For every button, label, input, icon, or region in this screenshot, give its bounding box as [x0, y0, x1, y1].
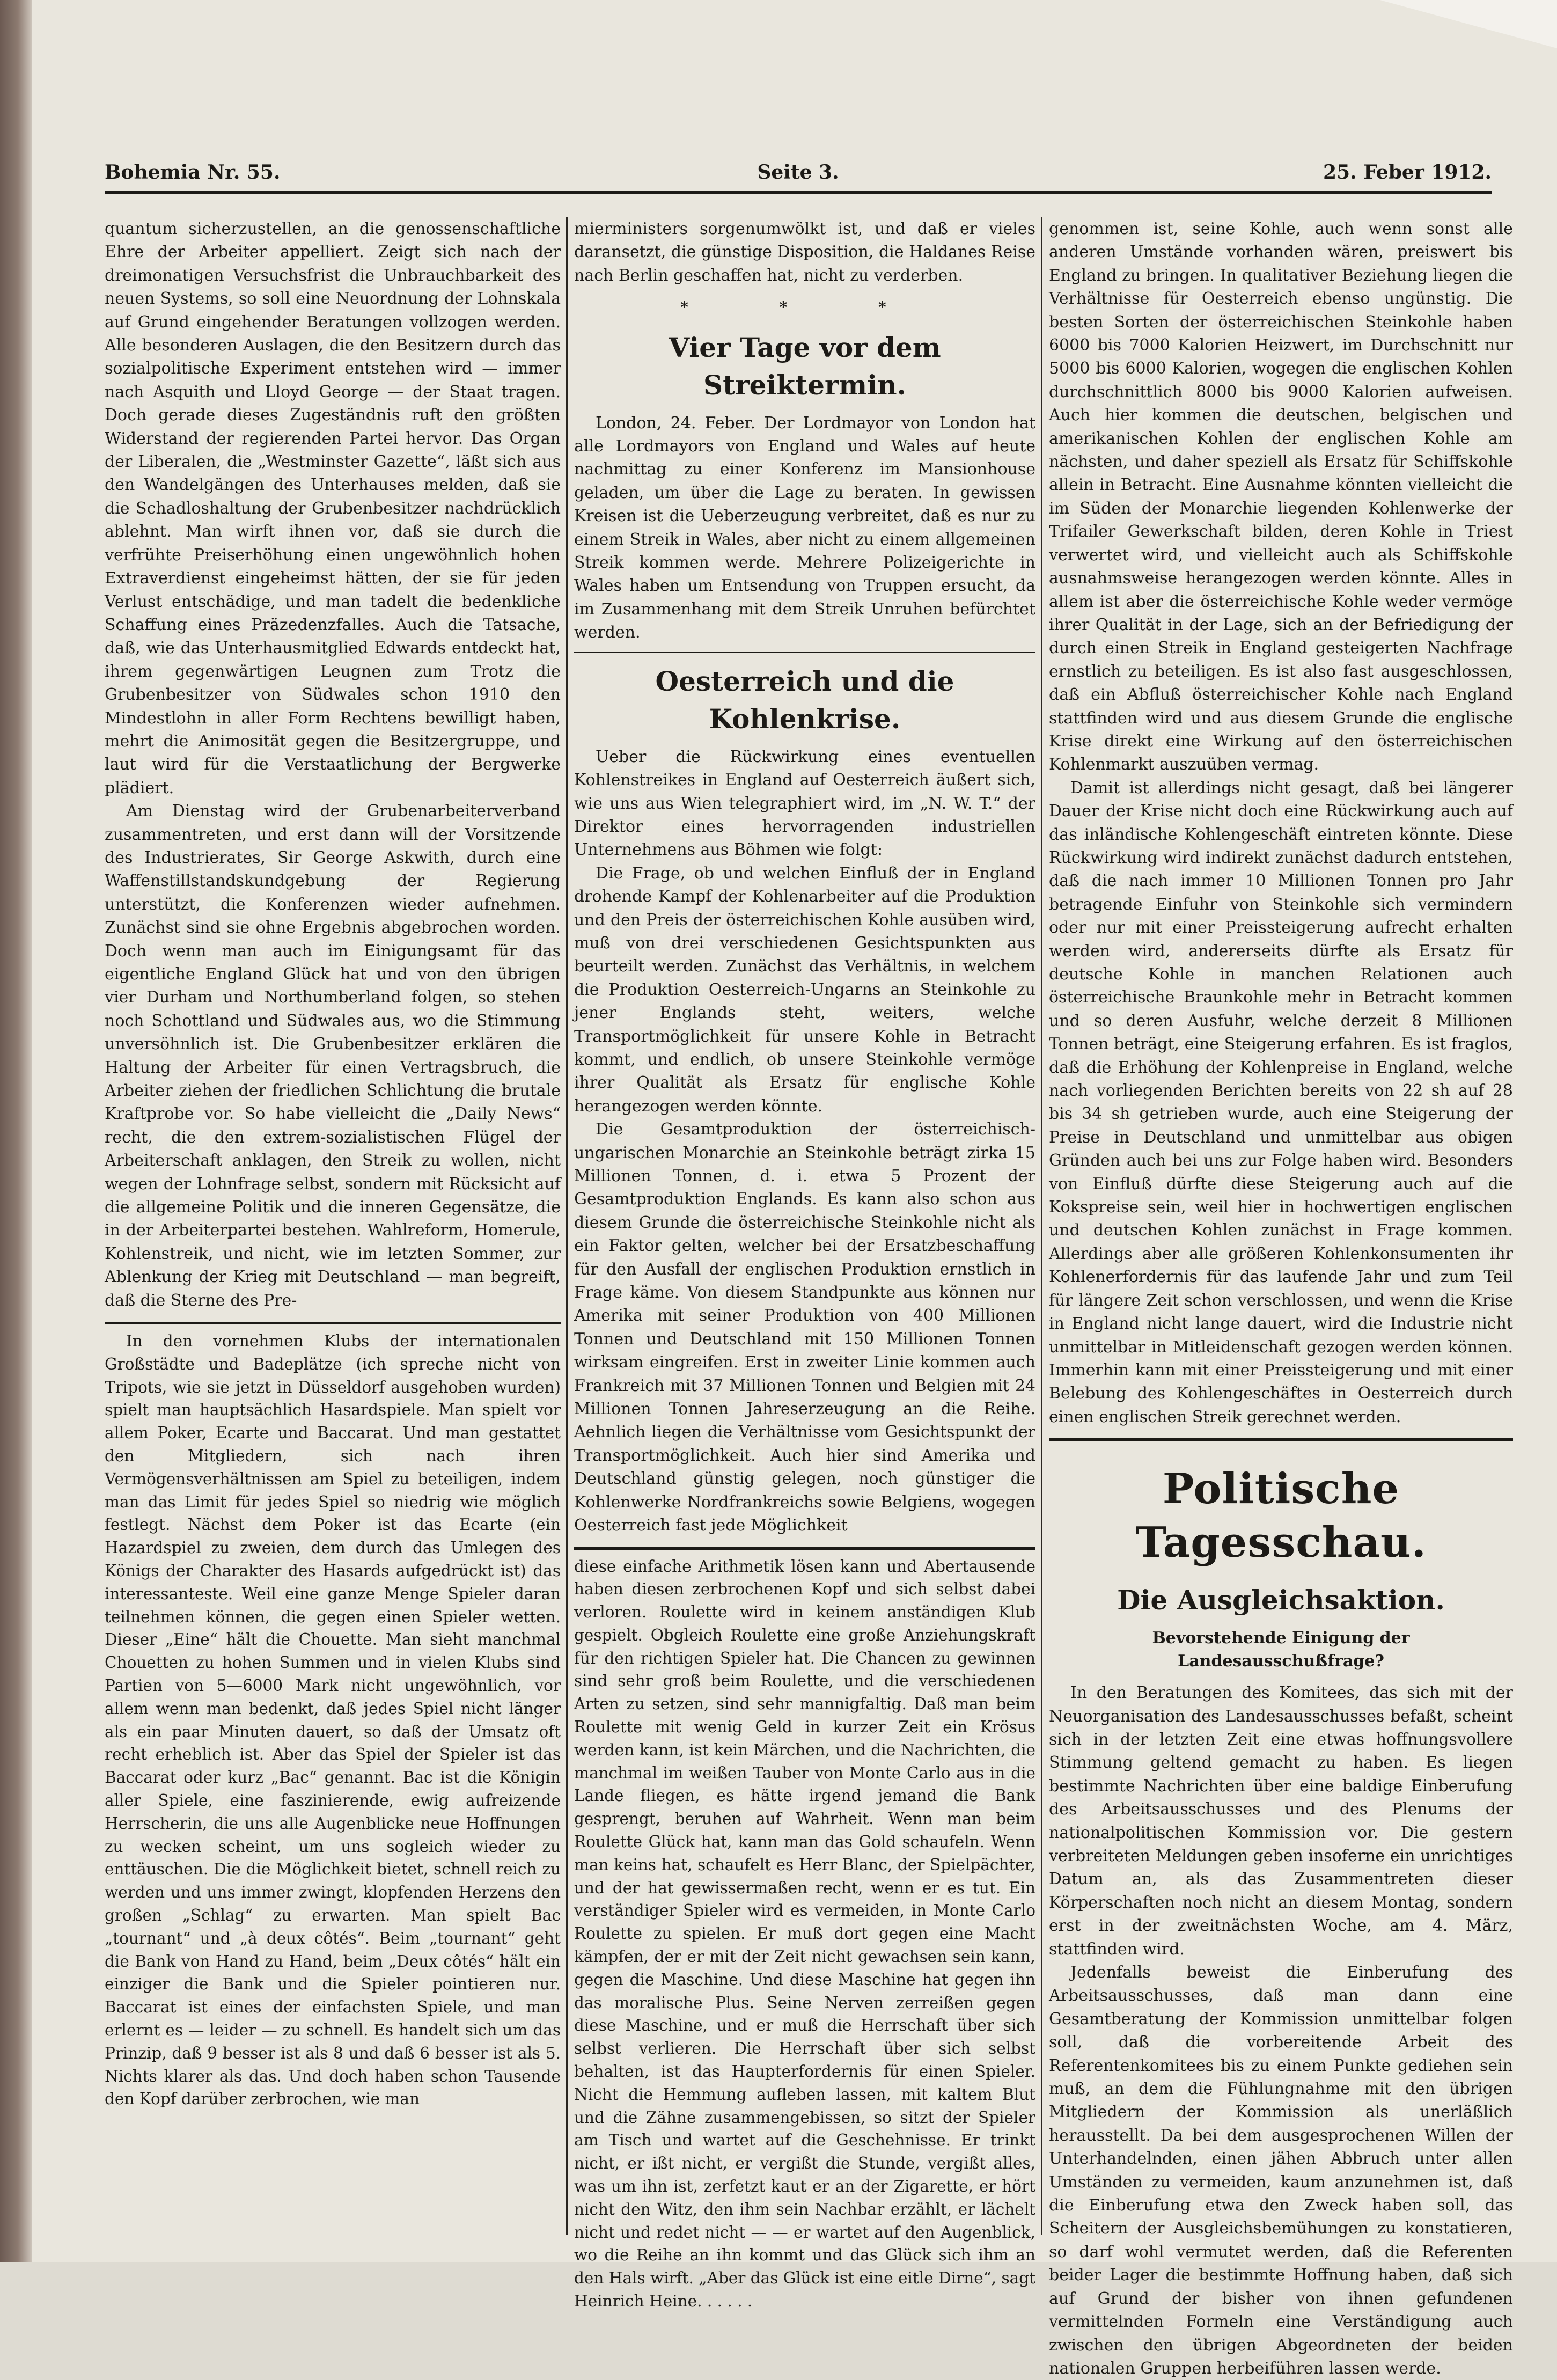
page-corner-fold: [1380, 0, 1557, 48]
issue-date: 25. Feber 1912.: [1323, 161, 1492, 184]
feuilleton-rule: [105, 1322, 561, 1324]
article-subheadline: Bevorstehende Einigung der Landesausschußfrage?: [1152, 1629, 1410, 1671]
article-paragraph: quantum sicherzustellen, an die genossenschaftliche Ehre der Arbeiter appelliert. Zeigt sich nach der dreimonatigen Versuchsfrist die Unbrauchbarkeit des neuen Systems, so soll eine Neuordnung der Lohnskala auf Grund eingehender Beratungen vollzogen werden. Alle besonderen Auslagen, die den Besitzern durch das sozialpolitische Experiment entstehen wird — immer nach Asquith und Lloyd George — der Staat tragen. Doch gerade dieses Zugeständnis ruft den größten Widerstand der regierenden Partei hervor. Das Organ der Liberalen, die „Westminster Gazette“, läßt sich aus den Wandelgängen des Unterhauses melden, daß sie die Schadloshaltung der Grubenbesitzer nachdrücklich ablehnt. Man wirft ihnen vor, daß sie durch die verfrühte Preiserhöhung einen ungewöhnlich hohen Extraverdienst eingeheimst hätten, der sie für jeden Verlust entschädige, und man tadelt die bedenkliche Schaffung eines Präzedenzfalles. Auch die Tatsache, daß, wie das Unterhausmitglied Edwards entdeckt hat, ihrem gegenwärtigen Leugnen zum Trotz die Grubenbesitzer von Südwales schon 1910 den Mindestlohn in aller Form Rechtens bewilligt haben, mehrt die Animosität gegen die Besitzergruppe, und laut wird für die Verstaatlichung der Bergwerke plädiert.: [105, 219, 561, 797]
binding-edge: [0, 0, 32, 2262]
column-left: [105, 217, 561, 2235]
section-title: Politische Tagesschau.: [1135, 1464, 1427, 1568]
article-paragraph: London, 24. Feber. Der Lordmayor von London hat alle Lordmayors von England und Wales auf heute nachmittag zu einer Konferenz im Mansionhouse geladen, um über die Lage zu beraten. In gewissen Kreisen ist die Ueberzeugung verbreitet, daß es nur zu einem Streik in Wales, aber nicht zu einem allgemeinen Streik kommen werde. Mehrere Polizeigerichte in Wales haben um Entsendung von Truppen ersucht, da im Zusammenhang mit dem Streik Unruhen befürchtet werden.: [574, 413, 1035, 642]
article-rule: [574, 652, 1035, 653]
feuilleton-paragraph: diese einfache Arithmetik lösen kann und Abertausende haben diesen zerbrochenen Kopf und sich selbst dabei verloren. Roulette wird in keinem anständigen Klub gespielt. Obgleich Roulette eine große Anziehungskraft für den richtigen Spieler hat. Die Chancen zu gewinnen sind sehr groß beim Roulette, und die verschiedenen Arten zu setzen, sind sehr mannigfaltig. Daß man beim Roulette mit wenig Geld in kurzer Zeit ein Krösus werden kann, ist kein Märchen, und die Nachrichten, die manchmal im weißen Tauber von Monte Carlo aus in die Lande fliegen, es hätte irgend jemand die Bank gesprengt, beruhen auf Wahrheit. Wenn man beim Roulette Glück hat, kann man das Gold schaufeln. Wenn man keins hat, schaufelt es Herr Blanc, der Spielpächter, und der hat gewissermaßen recht, wenn er es tut. Ein verständiger Spieler wird es vermeiden, in Monte Carlo Roulette zu spielen. Er muß dort gegen eine Macht kämpfen, der er mit der Zeit nicht gewachsen sein kann, gegen die Maschine. Und diese Maschine hat gegen ihn das moralische Plus. Seine Nerven zerreißen gegen diese Maschine, und er muß die Herrschaft über sich selbst verlieren. Die Herrschaft über sich selbst behalten, ist das Haupterfordernis für einen Spieler. Nicht die Hemmung aufleben lassen, mit kaltem Blut und die Zähne zusammengebissen, so sitzt der Spieler am Tisch und wartet auf die Geschehnisse. Er trinkt nicht, er ißt nicht, er vergißt die Stunde, vergißt alles, was um ihn ist, zerfetzt kaut er an der Zigarette, er hört nicht den Witz, den ihm sein Nachbar erzählt, er lächelt nicht und redet nicht — — er wartet auf den Augenblick, wo die Reihe an ihn kommt und das Glück sich ihm an den Hals wirft. „Aber das Glück ist eine eitle Dirne“, sagt Heinrich Heine. . . . . .: [574, 1557, 1035, 2310]
feuilleton-rule: [574, 1547, 1035, 1550]
column-right: [1049, 217, 1513, 2378]
article-paragraph: mierministers sorgenumwölkt ist, und daß er vieles daransetzt, die günstige Disposition, die Haldanes Reise nach Berlin geschaffen hat, nicht zu verderben.: [574, 219, 1035, 285]
article-paragraph: Am Dienstag wird der Grubenarbeiterverband zusammentreten, und erst dann will der Vorsitzende des Industrierates, Sir George Askwith, durch eine Waffenstillstandskundgebung der Regierung unterstützt, die Konferenzen wieder aufnehmen. Zunächst sind sie ohne Ergebnis abgebrochen worden. Doch wenn man auch im Einigungsamt für das eigentliche England Glück hat und von den übrigen vier Durham und Northumberland folgen, so stehen noch Schottland und Südwales aus, wo die Stimmung unversöhnlich ist. Die Grubenbesitzer erklären die Haltung der Arbeiter für einen Vertragsbruch, die Arbeiter ziehen der friedlichen Schlichtung die brutale Kraftprobe vor. So habe vielleicht die „Daily News“ recht, die den extrem-sozialistischen Flügel der Arbeiterschaft anklagen, den Streik zu wollen, nicht wegen der Lohnfrage selbst, sondern mit Rücksicht auf die allgemeine Politik und die inneren Gegensätze, die in der Arbeiterpartei bestehen. Wahlreform, Homerule, Kohlenstreik, und nicht, wie im letzten Sommer, zur Ablenkung der Krieg mit Deutschland — man begreift, daß die Sterne des Pre-: [105, 802, 561, 1310]
article-paragraph: genommen ist, seine Kohle, auch wenn sonst alle anderen Umstände vorhanden wären, preiswert bis England zu bringen. In qualitativer Beziehung liegen die Verhältnisse für Oesterreich ebenso ungünstig. Die besten Sorten der österreichischen Steinkohle haben 6000 bis 7000 Kalorien Heizwert, im Durchschnitt nur 5000 bis 6000 Kalorien, wogegen die englischen Kohlen durchschnittlich 8000 bis 9000 Kalorien aufweisen. Auch hier kommen die deutschen, belgischen und amerikanischen Kohlen der englischen Kohle am nächsten, und daher speziell als Ersatz für Schiffskohle allein in Betracht. Eine Ausnahme könnten vielleicht die im Süden der Monarchie liegenden Kohlenwerke der Trifailer Gewerkschaft bilden, deren Kohle in Triest verwertet wird, und vielleicht auch als Schiffskohle ausnahmsweise herangezogen werden könnte. Alles in allem ist aber die österreichische Kohle weder vermöge ihrer Qualität in der Lage, sich an der Befriedigung der durch einen Streik in England gesteigerten Nachfrage ernstlich zu beteiligen. Es ist also fast ausgeschlossen, daß ein Abfluß österreichischer Kohle nach England stattfinden wird und aus diesem Grunde die englische Krise direkt eine Wirkung auf den österreichischen Kohlenmarkt auszuüben vermag.: [1049, 219, 1513, 774]
column-rule: [566, 217, 568, 2235]
article-paragraph: Damit ist allerdings nicht gesagt, daß bei längerer Dauer der Krise nicht doch eine Rückwirkung auch auf das inländische Kohlengeschäft eintreten könnte. Diese Rückwirkung wird indirekt zunächst dadurch entstehen, daß die nach immer 10 Millionen Tonnen pro Jahr betragende Einfuhr von Steinkohle sich vermindern oder nur mit einer Preissteigerung aufrecht erhalten werden wird, andererseits dürfte als Ersatz für deutsche Kohle in manchen Relationen auch österreichische Braunkohle mehr in Betracht kommen und so deren Ausfuhr, welche derzeit 8 Millionen Tonnen beträgt, eine Steigerung erfahren. Es ist fraglos, daß die Erhöhung der Kohlenpreise in England, welche nach vorliegenden Berichten bereits von 22 sh auf 28 bis 34 sh getrieben wurde, auch eine Steigerung der Preise in Deutschland und unmittelbar aus obigen Gründen auch bei uns zur Folge haben wird. Besonders von Einfluß dürfte diese Steigerung auch auf die Kokspreise sein, weil hier in hochwertigen englischen und deutschen Kohlen zunächst in Frage kommen. Allerdings aber alle größeren Kohlenkonsumenten ihr Kohlenerfordernis für das laufende Jahr und zum Teil für längere Zeit schon verschlossen, und wenn die Krise in England nicht lange dauert, wird die Industrie nicht unmittelbar in Mitleidenschaft gezogen werden können. Immerhin kann mit einer Preissteigerung und mit einer Belebung des Kohlengeschäftes in Oesterreich durch einen englischen Streik gerechnet werden.: [1049, 778, 1513, 1426]
article-paragraph: In den Beratungen des Komitees, das sich mit der Neuorganisation des Landesausschusses befaßt, scheint sich in der letzten Zeit eine etwas hoffnungsvollere Stimmung geltend gemacht zu haben. Es liegen bestimmte Nachrichten über eine baldige Einberufung des Arbeitsausschusses und des Plenums der nationalpolitischen Kommission vor. Die gestern verbreiteten Meldungen geben insoferne ein unrichtiges Datum an, als das Zusammentreten dieser Körperschaften noch nicht an diesem Montag, sondern erst in der zweitnächsten Woche, am 4. März, stattfinden wird.: [1049, 1683, 1513, 1959]
feuilleton-paragraph: In den vornehmen Klubs der internationalen Großstädte und Badeplätze (ich spreche nicht von Tripots, wie sie jetzt in Düsseldorf ausgehoben wurden) spielt man hauptsächlich Hasardspiele. Man spielt vor allem Poker, Ecarte und Baccarat. Und man gestattet den Mitgliedern, sich nach ihren Vermögensverhältnissen am Spiel zu beteiligen, indem man das Limit für jedes Spiel so niedrig wie möglich festlegt. Nächst dem Poker ist das Ecarte (ein Hazardspiel zu zweien, dem durch das Umlegen des Königs der Charakter des Hasards aufgedrückt ist) das interessanteste. Weil eine ganze Menge Spieler daran teilnehmen können, die gegen einen Spieler wetten. Dieser „Eine“ hält die Chouette. Man sieht manchmal Chouetten zu hohen Summen und in vielen Klubs sind Partien von 5—6000 Mark nicht ungewöhnlich, vor allem wenn man bedenkt, daß jedes Spiel nicht länger als ein paar Minuten dauert, so daß der Umsatz oft recht erheblich ist. Aber das Spiel der Spieler ist das Baccarat oder kurz „Bac“ genannt. Bac ist die Königin aller Spiele, eine faszinierende, ewig aufreizende Herrscherin, die uns alle Augenblicke neue Hoffnungen zu wecken scheint, um uns sogleich wieder zu enttäuschen. Die die Möglichkeit bietet, schnell reich zu werden und uns immer zwingt, klopfenden Herzens den großen „Schlag“ zu erwarten. Man spielt Bac „tournant“ und „à deux côtés“. Beim „tournant“ geht die Bank von Hand zu Hand, beim „Deux côtés“ hält ein einziger die Bank und die Spieler pointieren nur. Baccarat ist eines der einfachsten Spiele, und man erlernt es — leider — zu schnell. Es handelt sich um das Prinzip, daß 9 besser ist als 8 und daß 6 besser ist als 5. Nichts klarer als das. Und doch haben schon Tausende den Kopf darüber zerbrochen, wie man: [105, 1332, 561, 2108]
column-middle: [574, 217, 1035, 2310]
newspaper-issue: Bohemia Nr. 55.: [105, 161, 281, 184]
article-paragraph: Jedenfalls beweist die Einberufung des Arbeitsausschusses, daß man dann eine Gesamtberatung der Kommission unmittelbar folgen soll, daß die vorbereitende Arbeit des Referentenkomitees bis zu einem Punkte gediehen sein muß, an dem die Fühlungnahme mit den übrigen Mitgliedern der Kommission als unerläßlich herausstellt. Da bei dem ausgesprochenen Willen der Unterhandelnden, einen jähen Abbruch unter allen Umständen zu vermeiden, kaum anzunehmen ist, daß die Einberufung etwa den Zweck haben soll, das Scheitern der Ausgleichsbemühungen zu konstatieren, so darf wohl vermutet werden, daß die Referenten beider Lager die bestimmte Hoffnung haben, daß sich auf Grund der bisher von ihnen gefundenen vermittelnden Formeln eine Verständigung auch zwischen den übrigen Abgeordneten der beiden nationalen Gruppen herbeiführen lassen werde.: [1049, 1963, 1513, 2378]
article-paragraph: Ueber die Rückwirkung eines eventuellen Kohlenstreikes in England auf Oesterreich äußert sich, wie uns aus Wien telegraphiert wird, im „N. W. T.“ der Direktor eines hervorragenden industriellen Unternehmens aus Böhmen wie folgt:: [574, 747, 1035, 860]
article-paragraph: Die Gesamtproduktion der österreichisch-ungarischen Monarchie an Steinkohle beträgt zirka 15 Millionen Tonnen, d. i. etwa 5 Prozent der Gesamtproduktion Englands. Es kann also schon aus diesem Grunde die österreichische Steinkohle nicht als ein Faktor gelten, welcher bei der Ersatzbeschaffung für den Ausfall der englischen Produktion ernstlich in Frage käme. Von diesem Standpunkte aus können nur Amerika mit seiner Produktion von 400 Millionen Tonnen und Deutschland mit 150 Millionen Tonnen wirksam eingreifen. Erst in zweiter Linie kommen auch Frankreich mit 37 Millionen Tonnen und Belgien mit 24 Millionen Tonnen Jahreserzeugung an die Reihe. Aehnlich liegen die Verhältnisse vom Gesichtspunkt der Transportmöglichkeit. Auch hier sind Amerika und Deutschland günstig gelegen, noch günstiger die Kohlenwerke Nordfrankreichs sowie Belgiens, wogegen Oesterreich fast jede Möglichkeit: [574, 1120, 1035, 1535]
article-paragraph: Die Frage, ob und welchen Einfluß der in England drohende Kampf der Kohlenarbeiter auf die Produktion und den Preis der österreichischen Kohle ausüben wird, muß von drei verschiedenen Gesichtspunkten aus beurteilt werden. Zunächst das Verhältnis, in welchem die Produktion Oesterreich-Ungarns an Steinkohle zu jener Englands steht, weiters, welche Transportmöglichkeit für unsere Kohle in Betracht kommt, und endlich, ob unsere Steinkohle vermöge ihrer Qualität als Ersatz für englische Kohle herangezogen werden könnte.: [574, 863, 1035, 1116]
article-headline: Oesterreich und die Kohlenkrise.: [655, 665, 954, 735]
page-header: [105, 161, 1492, 193]
article-headline: Die Ausgleichsaktion.: [1117, 1584, 1445, 1616]
header-rule: [105, 191, 1492, 194]
section-rule: [1049, 1438, 1513, 1441]
section-separator: * * *: [680, 298, 929, 317]
article-headline: Vier Tage vor dem Streiktermin.: [669, 331, 941, 401]
column-rule: [1041, 217, 1042, 2235]
page-number: Seite 3.: [757, 161, 839, 184]
